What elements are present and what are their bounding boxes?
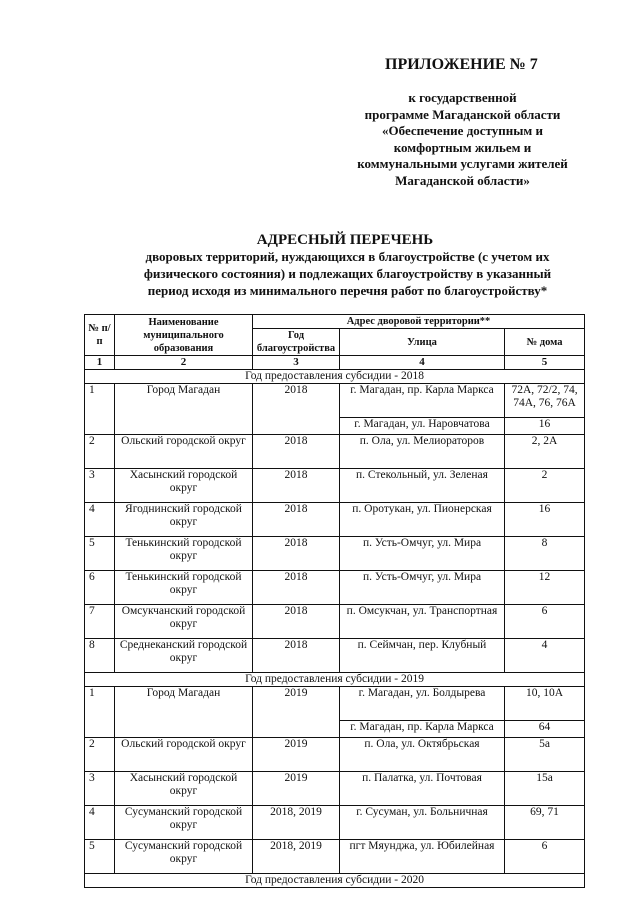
table-row bbox=[85, 384, 585, 418]
row-number: 4 bbox=[85, 503, 115, 537]
row-year: 2019 bbox=[253, 772, 340, 806]
row-street: п. Палатка, ул. Почтовая bbox=[340, 772, 505, 806]
row-municipality: Ольский городской округ bbox=[115, 738, 253, 772]
row-house: 72А, 72/2, 74, 74А, 76, 76А bbox=[505, 384, 585, 418]
row-street: п. Оротукан, ул. Пионерская bbox=[340, 503, 505, 537]
row-street: г. Сусуман, ул. Больничная bbox=[340, 806, 505, 840]
row-year: 2018 bbox=[253, 537, 340, 571]
section-row bbox=[85, 370, 585, 384]
col-number: 2 bbox=[115, 356, 253, 370]
section-row bbox=[85, 673, 585, 687]
header-municipality: Наименование муниципального образования bbox=[115, 315, 253, 356]
row-year: 2018 bbox=[253, 571, 340, 605]
table-row bbox=[85, 537, 585, 571]
row-year: 2018, 2019 bbox=[253, 806, 340, 840]
row-house: 2 bbox=[505, 469, 585, 503]
row-municipality: Тенькинский городской округ bbox=[115, 571, 253, 605]
program-line: «Обеспечение доступным и bbox=[382, 123, 543, 138]
row-number: 8 bbox=[85, 639, 115, 673]
row-house: 15а bbox=[505, 772, 585, 806]
row-house: 6 bbox=[505, 605, 585, 639]
row-municipality: Сусуманский городской округ bbox=[115, 840, 253, 874]
table-body bbox=[85, 370, 585, 888]
row-house: 8 bbox=[505, 537, 585, 571]
row-house: 69, 71 bbox=[505, 806, 585, 840]
row-house: 10, 10А bbox=[505, 687, 585, 721]
table-row bbox=[85, 469, 585, 503]
row-house: 12 bbox=[505, 571, 585, 605]
table-row bbox=[85, 639, 585, 673]
header-year: Год благоустройства bbox=[253, 329, 340, 356]
row-number: 7 bbox=[85, 605, 115, 639]
document-subtitle bbox=[100, 248, 595, 299]
row-street: г. Магадан, ул. Наровчатова bbox=[340, 418, 505, 435]
row-number: 1 bbox=[85, 384, 115, 435]
program-reference bbox=[320, 90, 605, 189]
col-number: 1 bbox=[85, 356, 115, 370]
row-number: 3 bbox=[85, 469, 115, 503]
row-municipality: Сусуманский городской округ bbox=[115, 806, 253, 840]
section-label: Год предоставления субсидии - 2018 bbox=[85, 370, 585, 384]
row-house: 4 bbox=[505, 639, 585, 673]
row-year: 2019 bbox=[253, 738, 340, 772]
row-year: 2018 bbox=[253, 469, 340, 503]
program-line: к государственной bbox=[408, 90, 517, 105]
header-num: № п/п bbox=[85, 315, 115, 356]
subtitle-line: период исходя из минимального перечня работ по благоустройству* bbox=[147, 283, 548, 298]
row-street: п. Усть-Омчуг, ул. Мира bbox=[340, 537, 505, 571]
table-row bbox=[85, 571, 585, 605]
row-street: п. Стекольный, ул. Зеленая bbox=[340, 469, 505, 503]
table-row bbox=[85, 435, 585, 469]
address-table bbox=[84, 314, 585, 888]
row-year: 2018 bbox=[253, 384, 340, 435]
header-house: № дома bbox=[505, 329, 585, 356]
row-street: г. Магадан, пр. Карла Маркса bbox=[340, 721, 505, 738]
section-row bbox=[85, 874, 585, 888]
row-year: 2018 bbox=[253, 503, 340, 537]
col-number: 4 bbox=[340, 356, 505, 370]
row-year: 2018 bbox=[253, 435, 340, 469]
row-municipality: Среднеканский городской округ bbox=[115, 639, 253, 673]
section-label: Год предоставления субсидии - 2019 bbox=[85, 673, 585, 687]
row-number: 2 bbox=[85, 435, 115, 469]
row-number: 2 bbox=[85, 738, 115, 772]
table-row bbox=[85, 687, 585, 721]
table-row bbox=[85, 772, 585, 806]
row-municipality: Хасынский городской округ bbox=[115, 772, 253, 806]
table-row bbox=[85, 806, 585, 840]
row-house: 6 bbox=[505, 840, 585, 874]
row-house: 16 bbox=[505, 418, 585, 435]
row-municipality: Ягоднинский городской округ bbox=[115, 503, 253, 537]
col-number: 5 bbox=[505, 356, 585, 370]
row-street: г. Магадан, пр. Карла Маркса bbox=[340, 384, 505, 418]
subtitle-line: дворовых территорий, нуждающихся в благоустройстве (с учетом их bbox=[145, 249, 550, 264]
row-municipality: Город Магадан bbox=[115, 687, 253, 738]
document-title: АДРЕСНЫЙ ПЕРЕЧЕНЬ bbox=[256, 232, 434, 248]
row-street: п. Ола, ул. Октябрьская bbox=[340, 738, 505, 772]
row-street: г. Магадан, ул. Болдырева bbox=[340, 687, 505, 721]
row-street: п. Ола, ул. Мелиораторов bbox=[340, 435, 505, 469]
row-number: 6 bbox=[85, 571, 115, 605]
row-year: 2019 bbox=[253, 687, 340, 738]
row-street: п. Сеймчан, пер. Клубный bbox=[340, 639, 505, 673]
row-number: 4 bbox=[85, 806, 115, 840]
col-number: 3 bbox=[253, 356, 340, 370]
program-line: комфортным жильем и bbox=[393, 139, 532, 155]
row-municipality: Город Магадан bbox=[115, 384, 253, 435]
row-municipality: Омсукчанский городской округ bbox=[115, 605, 253, 639]
row-house: 5а bbox=[505, 738, 585, 772]
program-line: коммунальными услугами жителей bbox=[357, 156, 568, 171]
row-number: 1 bbox=[85, 687, 115, 738]
subtitle-line: физического состояния) и подлежащих благоустройству в указанный bbox=[143, 266, 552, 281]
table-row bbox=[85, 840, 585, 874]
table-row bbox=[85, 605, 585, 639]
row-year: 2018 bbox=[253, 639, 340, 673]
row-street: п. Омсукчан, ул. Транспортная bbox=[340, 605, 505, 639]
appendix-title: ПРИЛОЖЕНИЕ № 7 bbox=[385, 56, 538, 73]
row-municipality: Ольский городской округ bbox=[115, 435, 253, 469]
table-row bbox=[85, 503, 585, 537]
header-address-group: Адрес дворовой территории** bbox=[253, 315, 585, 329]
row-house: 64 bbox=[505, 721, 585, 738]
row-house: 2, 2А bbox=[505, 435, 585, 469]
row-house: 16 bbox=[505, 503, 585, 537]
section-label: Год предоставления субсидии - 2020 bbox=[85, 874, 585, 888]
program-line: Магаданской области» bbox=[395, 172, 530, 188]
row-year: 2018, 2019 bbox=[253, 840, 340, 874]
row-municipality: Хасынский городской округ bbox=[115, 469, 253, 503]
row-municipality: Тенькинский городской округ bbox=[115, 537, 253, 571]
row-number: 5 bbox=[85, 840, 115, 874]
row-street: п. Усть-Омчуг, ул. Мира bbox=[340, 571, 505, 605]
row-number: 5 bbox=[85, 537, 115, 571]
row-street: пгт Мяунджа, ул. Юбилейная bbox=[340, 840, 505, 874]
program-line: программе Магаданской области bbox=[364, 106, 561, 122]
row-number: 3 bbox=[85, 772, 115, 806]
row-year: 2018 bbox=[253, 605, 340, 639]
header-street: Улица bbox=[340, 329, 505, 356]
table-row bbox=[85, 738, 585, 772]
